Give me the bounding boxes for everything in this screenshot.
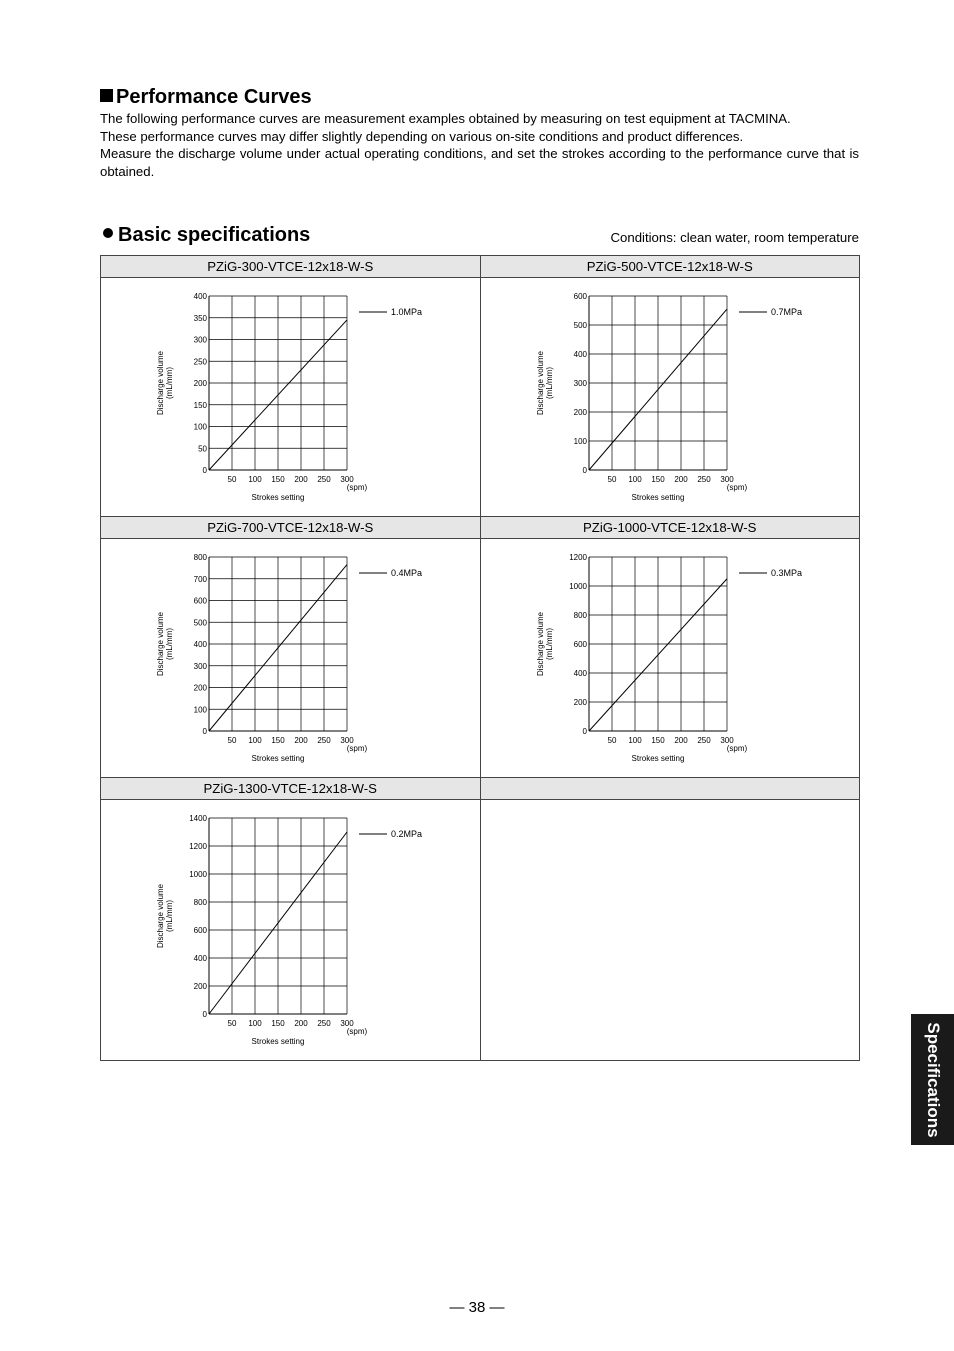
y-axis-label bbox=[156, 611, 174, 676]
y-axis-label-line: (mL/mm) bbox=[165, 367, 174, 399]
y-tick-label: 600 bbox=[573, 292, 587, 301]
page-number: — 38 — bbox=[449, 1299, 505, 1316]
y-tick-label: 150 bbox=[193, 400, 207, 410]
table-row bbox=[101, 539, 860, 778]
table-row bbox=[101, 800, 860, 1061]
y-tick-label: 350 bbox=[193, 313, 207, 323]
model-header: PZiG-300-VTCE-12x18-W-S bbox=[101, 256, 481, 278]
performance-chart-pzig-1000 bbox=[481, 539, 859, 777]
x-unit-label: (spm) bbox=[726, 744, 747, 753]
y-tick-label: 600 bbox=[573, 640, 587, 649]
x-tick-label: 200 bbox=[673, 736, 688, 745]
chart-cell bbox=[480, 539, 860, 778]
y-tick-label: 200 bbox=[573, 698, 587, 707]
y-axis-label-line: Discharge volume bbox=[535, 611, 545, 677]
empty-cell bbox=[480, 800, 860, 1061]
x-tick-label: 100 bbox=[248, 475, 262, 484]
test-conditions: Conditions: clean water, room temperature bbox=[610, 230, 859, 245]
y-tick-label: 300 bbox=[193, 335, 207, 345]
x-tick-label: 100 bbox=[627, 736, 642, 745]
intro-paragraph: Measure the discharge volume under actual operating conditions, and set the strokes according to the performance curve that is obtained. bbox=[100, 146, 859, 179]
x-tick-label: 300 bbox=[340, 1019, 354, 1028]
y-axis-label-line: (mL/mm) bbox=[165, 900, 174, 932]
y-axis-label-line: Discharge volume bbox=[156, 350, 165, 416]
y-tick-label: 250 bbox=[193, 357, 207, 367]
x-tick-label: 150 bbox=[650, 475, 665, 484]
y-axis-label bbox=[156, 883, 174, 948]
table-row bbox=[101, 278, 860, 517]
y-tick-label: 600 bbox=[193, 926, 207, 935]
y-tick-label: 200 bbox=[193, 683, 207, 693]
x-tick-label: 250 bbox=[317, 1019, 331, 1028]
y-tick-label: 0 bbox=[202, 1010, 207, 1019]
y-tick-label: 500 bbox=[573, 321, 587, 330]
intro-paragraph: The following performance curves are measurement examples obtained by measuring on test equipment at TACMINA. bbox=[100, 111, 791, 126]
x-tick-label: 50 bbox=[227, 736, 237, 745]
x-tick-label: 150 bbox=[271, 475, 285, 484]
performance-chart-pzig-700 bbox=[101, 539, 479, 777]
y-tick-label: 0 bbox=[582, 727, 587, 736]
empty-header bbox=[480, 778, 860, 800]
y-tick-label: 0 bbox=[582, 466, 587, 475]
y-axis-label-line: Discharge volume bbox=[535, 350, 545, 416]
x-tick-label: 50 bbox=[227, 1019, 237, 1028]
x-tick-label: 250 bbox=[696, 475, 711, 484]
y-axis-label-line: (mL/mm) bbox=[544, 367, 554, 399]
y-tick-label: 1000 bbox=[189, 870, 207, 879]
y-axis-label bbox=[156, 350, 174, 415]
x-unit-label: (spm) bbox=[346, 483, 368, 492]
y-tick-label: 200 bbox=[193, 379, 207, 388]
performance-chart-pzig-300 bbox=[101, 278, 479, 516]
x-tick-label: 300 bbox=[340, 475, 354, 484]
x-tick-label: 100 bbox=[248, 736, 262, 745]
x-axis-label: Strokes setting bbox=[251, 493, 305, 502]
y-tick-label: 600 bbox=[193, 596, 207, 606]
y-tick-label: 300 bbox=[193, 661, 207, 671]
x-axis-label: Strokes setting bbox=[251, 754, 305, 763]
y-tick-label: 400 bbox=[573, 669, 587, 678]
model-header: PZiG-1000-VTCE-12x18-W-S bbox=[480, 517, 860, 539]
y-tick-label: 500 bbox=[193, 618, 207, 628]
y-tick-label: 1400 bbox=[189, 814, 207, 823]
legend-label: 0.3MPa bbox=[770, 568, 802, 578]
y-axis-label bbox=[536, 350, 554, 415]
y-tick-label: 800 bbox=[193, 898, 207, 907]
x-tick-label: 150 bbox=[650, 736, 665, 745]
table-row bbox=[101, 256, 860, 278]
x-tick-label: 100 bbox=[627, 475, 642, 484]
y-tick-label: 100 bbox=[573, 437, 587, 446]
y-tick-label: 200 bbox=[573, 408, 587, 417]
chart-cell bbox=[480, 278, 860, 517]
table-row bbox=[101, 517, 860, 539]
performance-chart-pzig-500 bbox=[481, 278, 859, 516]
y-axis-label-line: Discharge volume bbox=[156, 883, 165, 949]
subsection-heading-text: Basic specifications bbox=[118, 224, 311, 246]
y-tick-label: 400 bbox=[193, 954, 207, 963]
y-tick-label: 50 bbox=[198, 444, 207, 454]
x-axis-label: Strokes setting bbox=[631, 754, 684, 763]
legend-label: 0.2MPa bbox=[391, 829, 423, 839]
performance-chart-pzig-1300 bbox=[101, 800, 479, 1060]
y-tick-label: 400 bbox=[193, 292, 207, 301]
model-header: PZiG-500-VTCE-12x18-W-S bbox=[480, 256, 860, 278]
model-header: PZiG-700-VTCE-12x18-W-S bbox=[101, 517, 481, 539]
legend-label: 1.0MPa bbox=[391, 307, 423, 317]
y-tick-label: 700 bbox=[193, 574, 207, 584]
x-tick-label: 250 bbox=[696, 736, 711, 745]
x-tick-label: 50 bbox=[227, 475, 237, 484]
y-tick-label: 100 bbox=[193, 705, 207, 715]
chart-cell bbox=[101, 539, 481, 778]
round-bullet-icon bbox=[103, 228, 113, 238]
x-tick-label: 150 bbox=[271, 736, 285, 745]
y-tick-label: 0 bbox=[202, 466, 207, 475]
y-tick-label: 0 bbox=[202, 727, 207, 736]
y-tick-label: 800 bbox=[193, 553, 207, 562]
table-row bbox=[101, 778, 860, 800]
y-tick-label: 1000 bbox=[568, 582, 587, 591]
x-tick-label: 250 bbox=[317, 475, 331, 484]
legend-label: 0.7MPa bbox=[770, 307, 802, 317]
legend-label: 0.4MPa bbox=[391, 568, 423, 578]
x-tick-label: 200 bbox=[673, 475, 688, 484]
y-tick-label: 400 bbox=[193, 640, 207, 649]
x-tick-label: 100 bbox=[248, 1019, 262, 1028]
section-heading bbox=[100, 86, 312, 109]
x-tick-label: 150 bbox=[271, 1019, 285, 1028]
y-tick-label: 1200 bbox=[189, 842, 207, 851]
x-tick-label: 50 bbox=[607, 475, 616, 484]
section-side-tab bbox=[911, 1014, 954, 1145]
x-unit-label: (spm) bbox=[726, 483, 747, 492]
y-tick-label: 400 bbox=[573, 350, 587, 359]
y-tick-label: 1200 bbox=[568, 553, 587, 562]
x-tick-label: 200 bbox=[294, 475, 308, 484]
x-tick-label: 300 bbox=[719, 475, 734, 484]
y-axis-label bbox=[536, 611, 554, 676]
x-axis-label: Strokes setting bbox=[631, 493, 684, 502]
y-tick-label: 100 bbox=[193, 422, 207, 432]
intro-text bbox=[100, 110, 859, 180]
x-tick-label: 250 bbox=[317, 736, 331, 745]
y-tick-label: 800 bbox=[573, 611, 587, 620]
x-tick-label: 300 bbox=[719, 736, 734, 745]
subsection-heading bbox=[103, 224, 310, 247]
square-bullet-icon bbox=[100, 89, 113, 102]
x-unit-label: (spm) bbox=[346, 744, 368, 753]
y-tick-label: 300 bbox=[573, 379, 587, 388]
intro-paragraph: These performance curves may differ slightly depending on various on-site conditions and product differences. bbox=[100, 128, 744, 144]
chart-cell bbox=[101, 800, 481, 1061]
x-tick-label: 50 bbox=[607, 736, 616, 745]
chart-cell bbox=[101, 278, 481, 517]
x-axis-label: Strokes setting bbox=[251, 1037, 305, 1046]
x-tick-label: 300 bbox=[340, 736, 354, 745]
y-tick-label: 200 bbox=[193, 982, 207, 991]
y-axis-label-line: Discharge volume bbox=[156, 611, 165, 677]
y-axis-label-line: (mL/mm) bbox=[544, 628, 554, 660]
x-tick-label: 200 bbox=[294, 736, 308, 745]
y-axis-label-line: (mL/mm) bbox=[165, 628, 174, 660]
x-unit-label: (spm) bbox=[346, 1027, 368, 1036]
x-tick-label: 200 bbox=[294, 1019, 308, 1028]
model-header: PZiG-1300-VTCE-12x18-W-S bbox=[101, 778, 481, 800]
section-heading-text: Performance Curves bbox=[116, 86, 312, 108]
side-tab-label: Specifications bbox=[923, 1021, 943, 1138]
spec-table bbox=[100, 255, 860, 1061]
